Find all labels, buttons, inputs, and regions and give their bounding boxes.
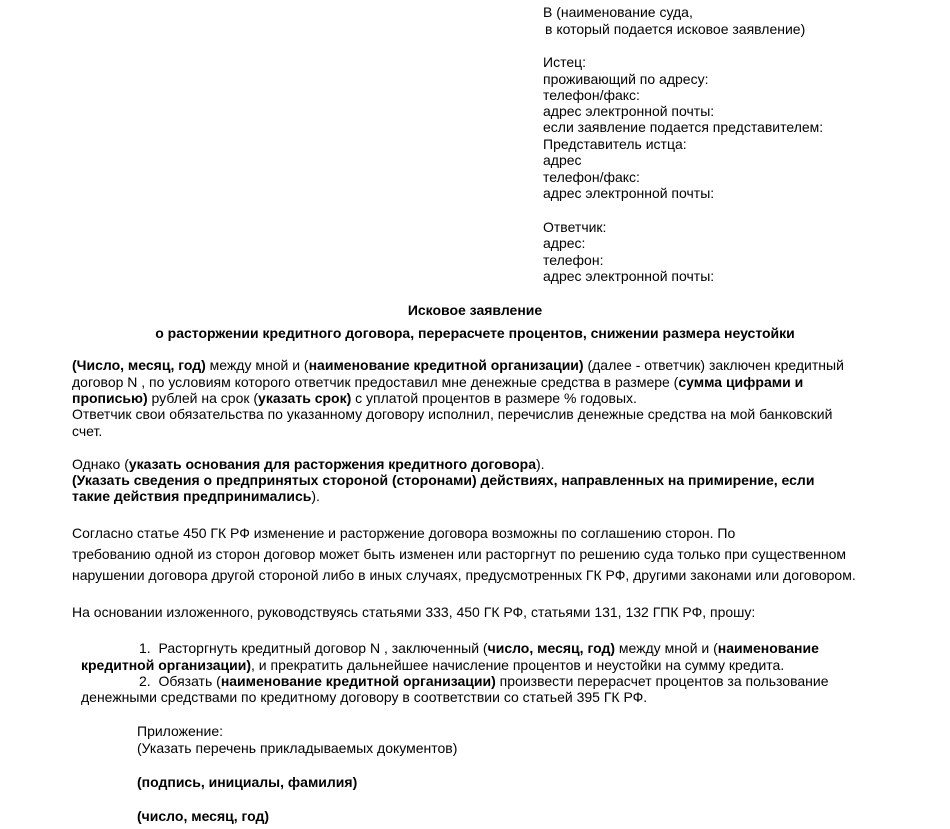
para2-line-3: такие действия предпринимались). (72, 488, 320, 504)
amount-placeholder: сумма цифрами и (678, 374, 804, 390)
defendant-line: телефон: (543, 252, 604, 268)
para1-line-3: прописью) рублей на срок (указать срок) с уплатой процентов в размере % годовых. (72, 390, 637, 406)
request-number: 1. (139, 640, 151, 656)
defendant-line: адрес: (543, 235, 586, 251)
date-signature-placeholder: (число, месяц, год) (137, 808, 270, 824)
appendix-note: (Указать перечень прикладываемых документов) (137, 740, 458, 756)
request-1-line-2: кредитной организации), и прекратить дальнейшее начисление процентов и неустойки на сумму кредита. (81, 657, 785, 673)
date-placeholder: (Число, месяц, год) (72, 357, 206, 373)
document-title: Исковое заявление (407, 302, 543, 318)
defendant-line: адрес электронной почты: (543, 268, 715, 284)
para3-line-2: требованию одной из сторон договор может быть изменен или расторгнут по решению суда только при существенном (72, 546, 847, 562)
request-2-line-1: 2. Обязать (наименование кредитной организации) произвести перерасчет процентов за пользование (139, 673, 829, 689)
grounds-placeholder: указать основания для расторжения кредитного договора (128, 456, 536, 472)
para1-line-1: (Число, месяц, год) между мной и (наименование кредитной организации) (далее - ответчик) заключен кредитный (72, 357, 844, 373)
request-2-line-2: денежными средствами по кредитному договору в соответствии со статьей 395 ГК РФ. (81, 689, 648, 705)
plaintiff-line: адрес электронной почты: (543, 185, 715, 201)
plaintiff-line: Истец: (543, 54, 587, 70)
para1-line-4: Ответчик свои обязательства по указанному договору исполнил, перечислив денежные средства на мой банковский (72, 406, 833, 422)
request-number: 2. (139, 673, 151, 689)
request-1-line-1: 1. Расторгнуть кредитный договор N , заключенный (число, месяц, год) между мной и (наименование (139, 640, 819, 656)
credit-org-placeholder: наименование кредитной организации) (308, 357, 584, 373)
para2-line-2: (Указать сведения о предпринятых стороной (сторонами) действиях, направленных на примирение, если (72, 472, 815, 488)
para1-line-5: счет. (72, 423, 103, 439)
appendix-label: Приложение: (137, 723, 224, 739)
para1-line-2: договор N , по условиям которого ответчик предоставил мне денежные средства в размере (сумма цифрами и (72, 374, 804, 390)
document-subtitle: о расторжении кредитного договора, перерасчете процентов, снижении размера неустойки (155, 325, 795, 341)
plaintiff-line: телефон/факс: (543, 169, 640, 185)
plaintiff-line: если заявление подается представителем: (543, 119, 824, 135)
para3-line-1: Согласно статье 450 ГК РФ изменение и расторжение договора возможны по соглашению сторон. По (72, 525, 736, 541)
plaintiff-line: телефон/факс: (543, 87, 640, 103)
plaintiff-line: адрес (543, 152, 582, 168)
plaintiff-line: Представитель истца: (543, 136, 687, 152)
para3-line-3: нарушении договора другой стороной либо в иных случаях, предусмотренных ГК РФ, другими законами или договором. (72, 567, 856, 583)
para4-line: На основании изложенного, руководствуясь статьями 333, 450 ГК РФ, статьями 131, 132 ГПК РФ, прошу: (72, 604, 756, 620)
term-placeholder: указать срок) (258, 390, 352, 406)
defendant-line: Ответчик: (543, 219, 607, 235)
plaintiff-line: проживающий по адресу: (543, 71, 709, 87)
para2-line-1: Однако (указать основания для расторжения кредитного договора). (72, 456, 545, 472)
court-line-1: В (наименование суда, (543, 4, 693, 20)
court-line-2: в который подается исковое заявление) (545, 21, 806, 37)
signature-placeholder: (подпись, инициалы, фамилия) (137, 774, 358, 790)
plaintiff-line: адрес электронной почты: (543, 103, 715, 119)
